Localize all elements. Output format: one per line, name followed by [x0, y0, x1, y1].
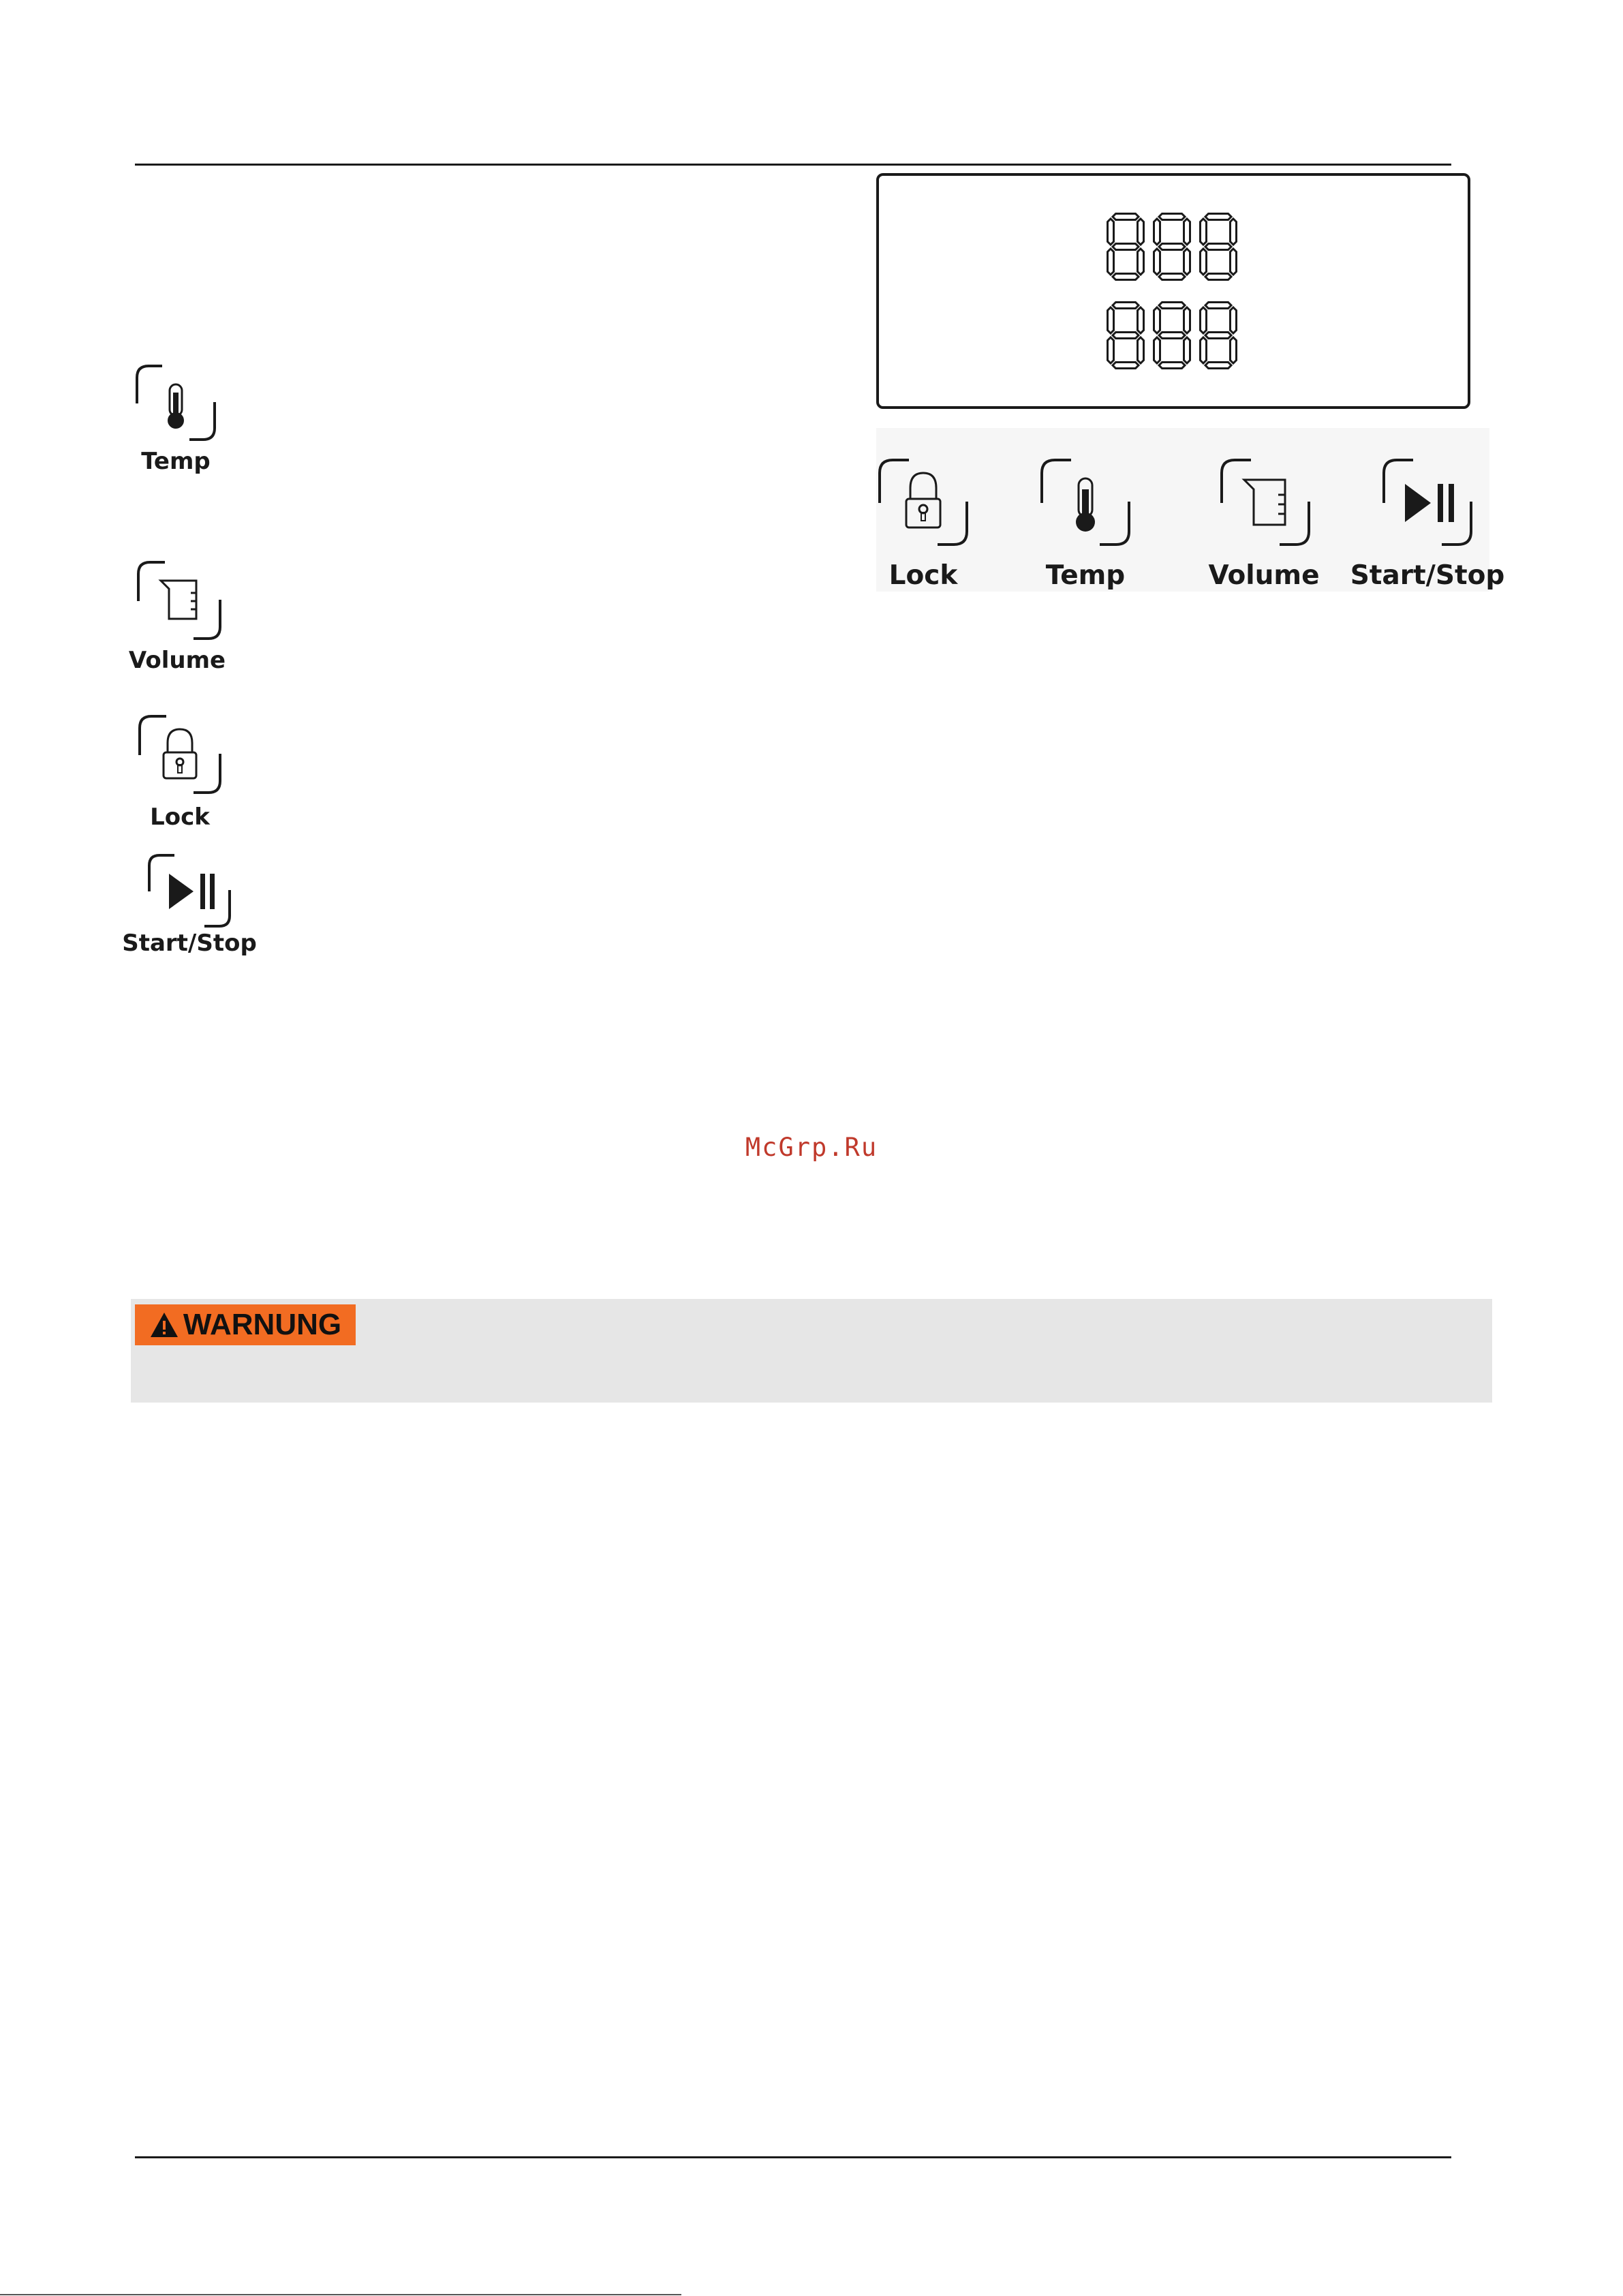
panel-temp-button: [1040, 457, 1131, 548]
digit-segment: [1205, 214, 1231, 220]
lock-button: [138, 713, 222, 796]
digit-segment: [1138, 337, 1144, 363]
footer-rule: [135, 2156, 1451, 2158]
digit-segment: [1113, 244, 1139, 250]
volume-button: [136, 559, 222, 642]
start-stop-label: Start/Stop: [122, 930, 257, 957]
thermometer-icon: [135, 363, 217, 443]
digit-segment: [1159, 303, 1185, 309]
digit-segment: [1231, 249, 1237, 275]
page-bottom-edge: [0, 2294, 681, 2295]
digit-segment: [1138, 307, 1144, 333]
volume-label: Volume: [128, 647, 226, 674]
digit-segment: [1205, 363, 1231, 369]
panel-temp-label: Temp: [1045, 560, 1126, 591]
digit-segment: [1184, 249, 1190, 275]
digit-segment: [1108, 219, 1114, 245]
lcd-display: [876, 173, 1470, 409]
digit-segment: [1108, 307, 1114, 333]
warning-label: WARNUNG: [183, 1308, 342, 1341]
digit-segment: [1231, 337, 1237, 363]
lock-icon: [138, 713, 222, 796]
digit-segment: [1205, 303, 1231, 309]
panel-volume-button: [1220, 457, 1311, 548]
play-pause-icon: [1382, 457, 1473, 548]
digit-segment: [1113, 363, 1139, 369]
watermark: McGrp.Ru: [745, 1133, 878, 1162]
panel-lock-label: Lock: [888, 560, 958, 591]
digit-segment: [1201, 249, 1207, 275]
digit-segment: [1138, 249, 1144, 275]
temp-button: [135, 363, 217, 443]
digit-segment: [1113, 214, 1139, 220]
digit-segment: [1201, 219, 1207, 245]
measuring-cup-icon: [136, 559, 222, 642]
digit-segment: [1154, 249, 1160, 275]
measuring-cup-icon: [1220, 457, 1311, 548]
digit-segment: [1159, 244, 1185, 250]
digit-segment: [1205, 333, 1231, 339]
seven-segment-digits: [879, 176, 1468, 406]
digit-segment: [1113, 274, 1139, 280]
digit-segment: [1154, 337, 1160, 363]
digit-segment: [1201, 337, 1207, 363]
digit-segment: [1159, 363, 1185, 369]
play-pause-icon: [147, 852, 232, 930]
warning-badge: [135, 1304, 356, 1345]
thermometer-icon: [1040, 457, 1131, 548]
digit-segment: [1205, 244, 1231, 250]
header-rule: [135, 164, 1451, 166]
digit-segment: [1159, 214, 1185, 220]
panel-start-stop-label: Start/Stop: [1350, 560, 1505, 591]
digit-segment: [1184, 219, 1190, 245]
digit-segment: [1154, 219, 1160, 245]
lock-label: Lock: [150, 803, 210, 831]
digit-segment: [1159, 333, 1185, 339]
panel-start-stop-button: [1382, 457, 1473, 548]
digit-segment: [1231, 307, 1237, 333]
digit-segment: [1231, 219, 1237, 245]
digit-segment: [1108, 249, 1114, 275]
digit-segment: [1108, 337, 1114, 363]
start-stop-button: [147, 852, 232, 930]
digit-segment: [1201, 307, 1207, 333]
lock-icon: [878, 457, 969, 548]
digit-segment: [1184, 337, 1190, 363]
panel-volume-label: Volume: [1208, 560, 1320, 591]
temp-label: Temp: [141, 448, 211, 475]
panel-lock-button: [878, 457, 969, 548]
digit-segment: [1184, 307, 1190, 333]
digit-segment: [1113, 333, 1139, 339]
digit-segment: [1154, 307, 1160, 333]
digit-segment: [1138, 219, 1144, 245]
digit-segment: [1159, 274, 1185, 280]
digit-segment: [1113, 303, 1139, 309]
warning-triangle-icon: [149, 1311, 179, 1338]
digit-segment: [1205, 274, 1231, 280]
